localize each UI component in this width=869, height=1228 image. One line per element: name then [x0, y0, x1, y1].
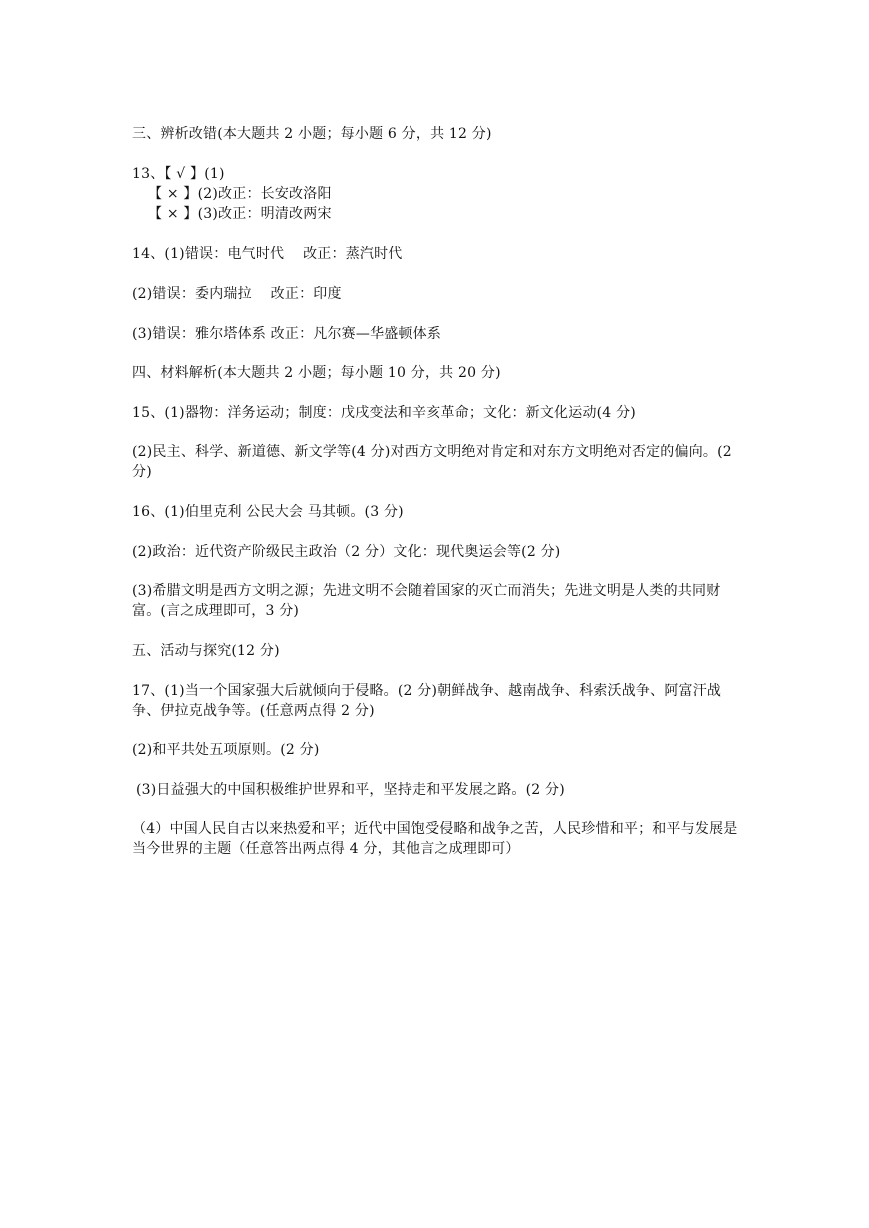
q15-line-2: (2)民主、科学、新道德、新文学等(4 分)对西方文明绝对肯定和对东方文明绝对否定的偏向。(2 分): [132, 444, 732, 480]
section-4-heading: 四、材料解析(本大题共 2 小题；每小题 10 分，共 20 分): [132, 365, 501, 381]
q14-line-2: (2)错误：委内瑞拉 改正：印度: [132, 286, 342, 302]
q14-line-3: (3)错误：雅尔塔体系 改正：凡尔赛—华盛顿体系: [132, 326, 442, 342]
q16-line-2: (2)政治：近代资产阶级民主政治（2 分）文化：现代奥运会等(2 分): [132, 544, 561, 560]
q14-line-1: 14、(1)错误：电气时代 改正：蒸汽时代: [132, 246, 403, 262]
q16-line-1: 16、(1)伯里克利 公民大会 马其顿。(3 分): [132, 504, 404, 520]
q13-line-2: 【 × 】(2)改正：长安改洛阳: [148, 186, 332, 202]
section-3-heading: 三、辨析改错(本大题共 2 小题；每小题 6 分，共 12 分): [132, 126, 492, 142]
q17-line-2: (2)和平共处五项原则。(2 分): [132, 742, 320, 758]
q13-line-1: 13、【 √ 】(1): [132, 166, 225, 182]
section-5-heading: 五、活动与探究(12 分): [132, 643, 280, 659]
q17-line-3: (3)日益强大的中国积极维护世界和平，坚持走和平发展之路。(2 分): [136, 782, 565, 798]
q17-line-1: 17、(1)当一个国家强大后就倾向于侵略。(2 分)朝鲜战争、越南战争、科索沃战争、阿富汗战争、伊拉克战争等。(任意两点得 2 分): [132, 683, 722, 719]
q16-line-3: (3)希腊文明是西方文明之源；先进文明不会随着国家的灭亡而消失；先进文明是人类的共同财富。(言之成理即可，3 分): [132, 583, 721, 619]
q15-line-1: 15、(1)器物：洋务运动；制度：戊戌变法和辛亥革命；文化：新文化运动(4 分): [132, 405, 636, 421]
q13-line-3: 【 × 】(3)改正：明清改两宋: [148, 206, 332, 222]
q17-line-4: （4）中国人民自古以来热爱和平；近代中国饱受侵略和战争之苦，人民珍惜和平；和平与发展是当今世界的主题（任意答出两点得 4 分，其他言之成理即可）: [132, 821, 738, 857]
